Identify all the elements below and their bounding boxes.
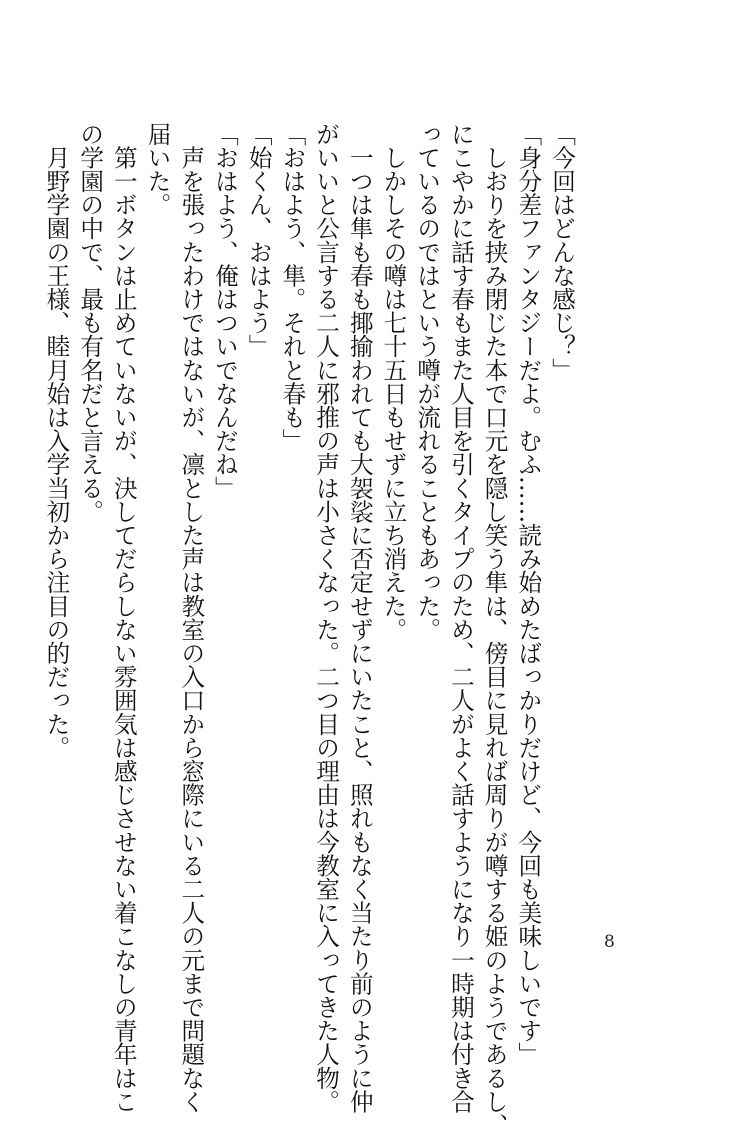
text-line: 第一ボタンは止めていないが、決してだらしない雰囲気は感じさせない着こなしの青年はこ [109,122,138,1114]
text-line: 届いた。 [143,122,172,217]
text-line: しおりを挟み閉じた本で口元を隠し笑う隼は、傍目に見れば周りが噂する姫のようであるし、 [480,122,509,1137]
text-line: 「身分差ファンタジーだよ。むふ……読み始めたばっかりだけど、今回も美味しいです」 [514,122,543,1066]
text-line: 「始くん、おはよう」 [244,122,273,358]
page-number: 8 [604,932,615,952]
text-line: 「おはよう、隼。それと春も」 [278,122,307,453]
text-line: 一つは隼も春も揶揄われても大袈裟に否定せずにいたこと、照れもなく当たり前のように仲 [345,122,374,1114]
text-line: にこやかに話す春もまた人目を引くタイプのため、二人がよく話すようになり一時期は付き合 [446,122,475,1114]
text-line: の学園の中で、最も有名だと言える。 [76,122,105,524]
text-line: 声を張ったわけではないが、凛とした声は教室の入口から窓際にいる二人の元まで問題なく [177,122,206,1114]
body-text [39,122,578,1137]
text-line: 月野学園の王様、睦月始は入学当初から注目の的だった。 [42,122,71,760]
text-line: 「今回はどんな感じ？」 [548,122,576,382]
text-line: しかしその噂は七十五日もせずに立ち消えた。 [379,122,408,642]
text-line: がいいと公言する二人に邪推の声は小さくなった。二つ目の理由は今教室に入ってきた人物。 [312,122,341,1114]
text-line: 「おはよう、俺はついでなんだね」 [210,122,239,500]
text-line: っているのではという噂が流れることもあった。 [413,122,442,642]
